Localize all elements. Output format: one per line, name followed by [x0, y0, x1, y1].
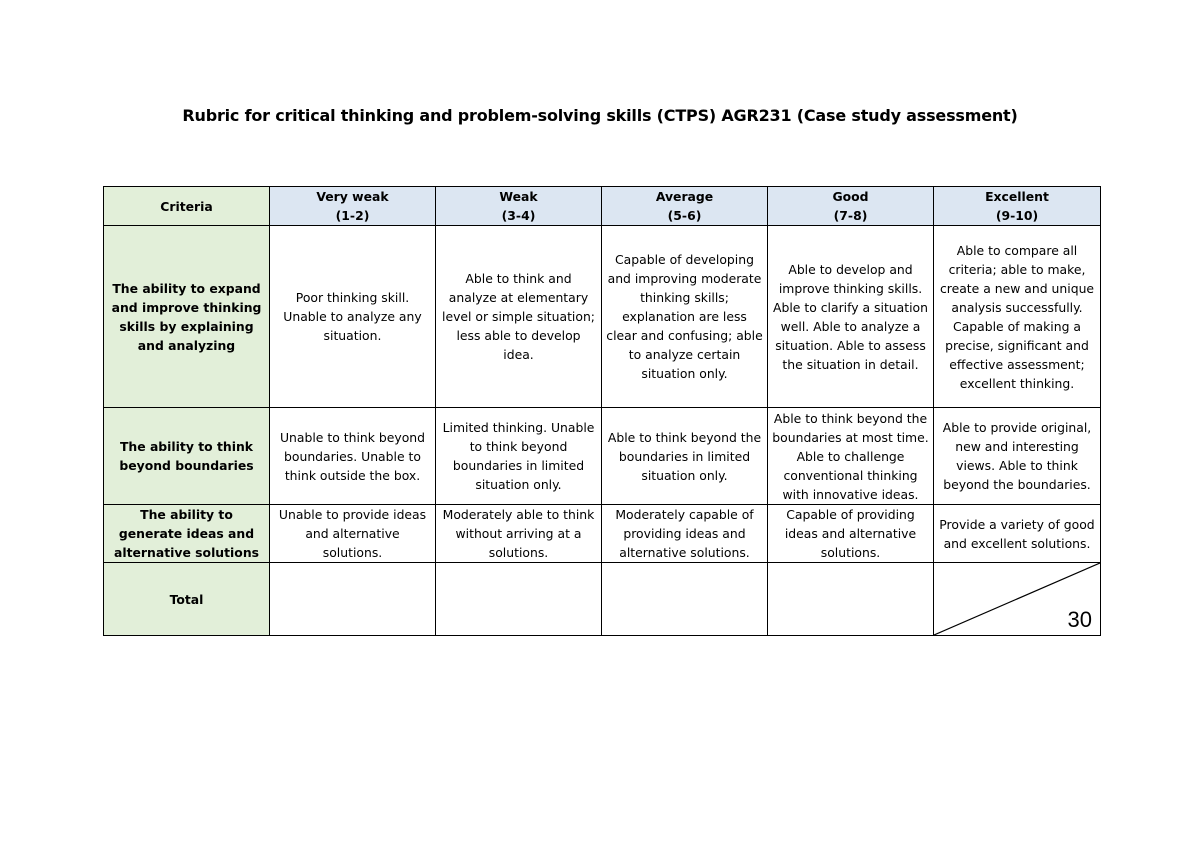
descriptor-cell: Poor thinking skill. Unable to analyze any situation. — [270, 226, 436, 408]
level-range: (5-6) — [667, 208, 702, 223]
rubric-table — [103, 186, 1101, 636]
descriptor-cell: Able to think beyond the boundaries at most time. Able to challenge conventional thinking with innovative ideas. — [768, 408, 934, 505]
total-max-score: 30 — [1067, 607, 1092, 632]
level-name: Excellent — [985, 189, 1049, 204]
table-row — [104, 408, 1101, 505]
criteria-header: Criteria — [104, 187, 270, 226]
descriptor-cell: Unable to provide ideas and alternative solutions. — [270, 505, 436, 563]
total-cell-empty — [768, 563, 934, 636]
descriptor-cell: Provide a variety of good and excellent solutions. — [934, 505, 1101, 563]
descriptor-cell: Able to compare all criteria; able to make, create a new and unique analysis successfully. Capable of making a precise, significant and effective assessment; excellent thinking. — [934, 226, 1101, 408]
level-name: Weak — [499, 189, 538, 204]
total-label: Total — [104, 563, 270, 636]
total-cell-empty — [602, 563, 768, 636]
level-name: Very weak — [316, 189, 389, 204]
descriptor-cell: Able to think and analyze at elementary level or simple situation; less able to develop idea. — [436, 226, 602, 408]
descriptor-cell: Moderately able to think without arriving at a solutions. — [436, 505, 602, 563]
level-range: (1-2) — [335, 208, 370, 223]
level-range: (7-8) — [833, 208, 868, 223]
descriptor-cell: Unable to think beyond boundaries. Unable to think outside the box. — [270, 408, 436, 505]
level-header-very-weak — [270, 187, 436, 226]
header-row — [104, 187, 1101, 226]
descriptor-cell: Moderately capable of providing ideas and alternative solutions. — [602, 505, 768, 563]
descriptor-cell: Limited thinking. Unable to think beyond boundaries in limited situation only. — [436, 408, 602, 505]
criterion-cell: The ability to think beyond boundaries — [104, 408, 270, 505]
level-name: Average — [655, 189, 714, 204]
criterion-cell: The ability to expand and improve thinking skills by explaining and analyzing — [104, 226, 270, 408]
descriptor-cell: Able to provide original, new and interesting views. Able to think beyond the boundaries. — [934, 408, 1101, 505]
total-cell-empty — [270, 563, 436, 636]
level-header-average — [602, 187, 768, 226]
descriptor-cell: Able to think beyond the boundaries in limited situation only. — [602, 408, 768, 505]
table-row — [104, 226, 1101, 408]
level-header-excellent — [934, 187, 1101, 226]
level-header-weak — [436, 187, 602, 226]
descriptor-cell: Able to develop and improve thinking skills. Able to clarify a situation well. Able to analyze a situation. Able to assess the situation in detail. — [768, 226, 934, 408]
criterion-cell: The ability to generate ideas and alternative solutions — [104, 505, 270, 563]
level-name: Good — [832, 189, 869, 204]
level-range: (9-10) — [995, 208, 1039, 223]
total-score-cell — [934, 563, 1101, 636]
descriptor-cell: Capable of providing ideas and alternative solutions. — [768, 505, 934, 563]
total-cell-empty — [436, 563, 602, 636]
total-row — [104, 563, 1101, 636]
level-header-good — [768, 187, 934, 226]
table-row — [104, 505, 1101, 563]
level-range: (3-4) — [501, 208, 536, 223]
page-title: Rubric for critical thinking and problem-solving skills (CTPS) AGR231 (Case study assessment) — [182, 106, 1018, 125]
descriptor-cell: Capable of developing and improving moderate thinking skills; explanation are less clear and confusing; able to analyze certain situation only. — [602, 226, 768, 408]
